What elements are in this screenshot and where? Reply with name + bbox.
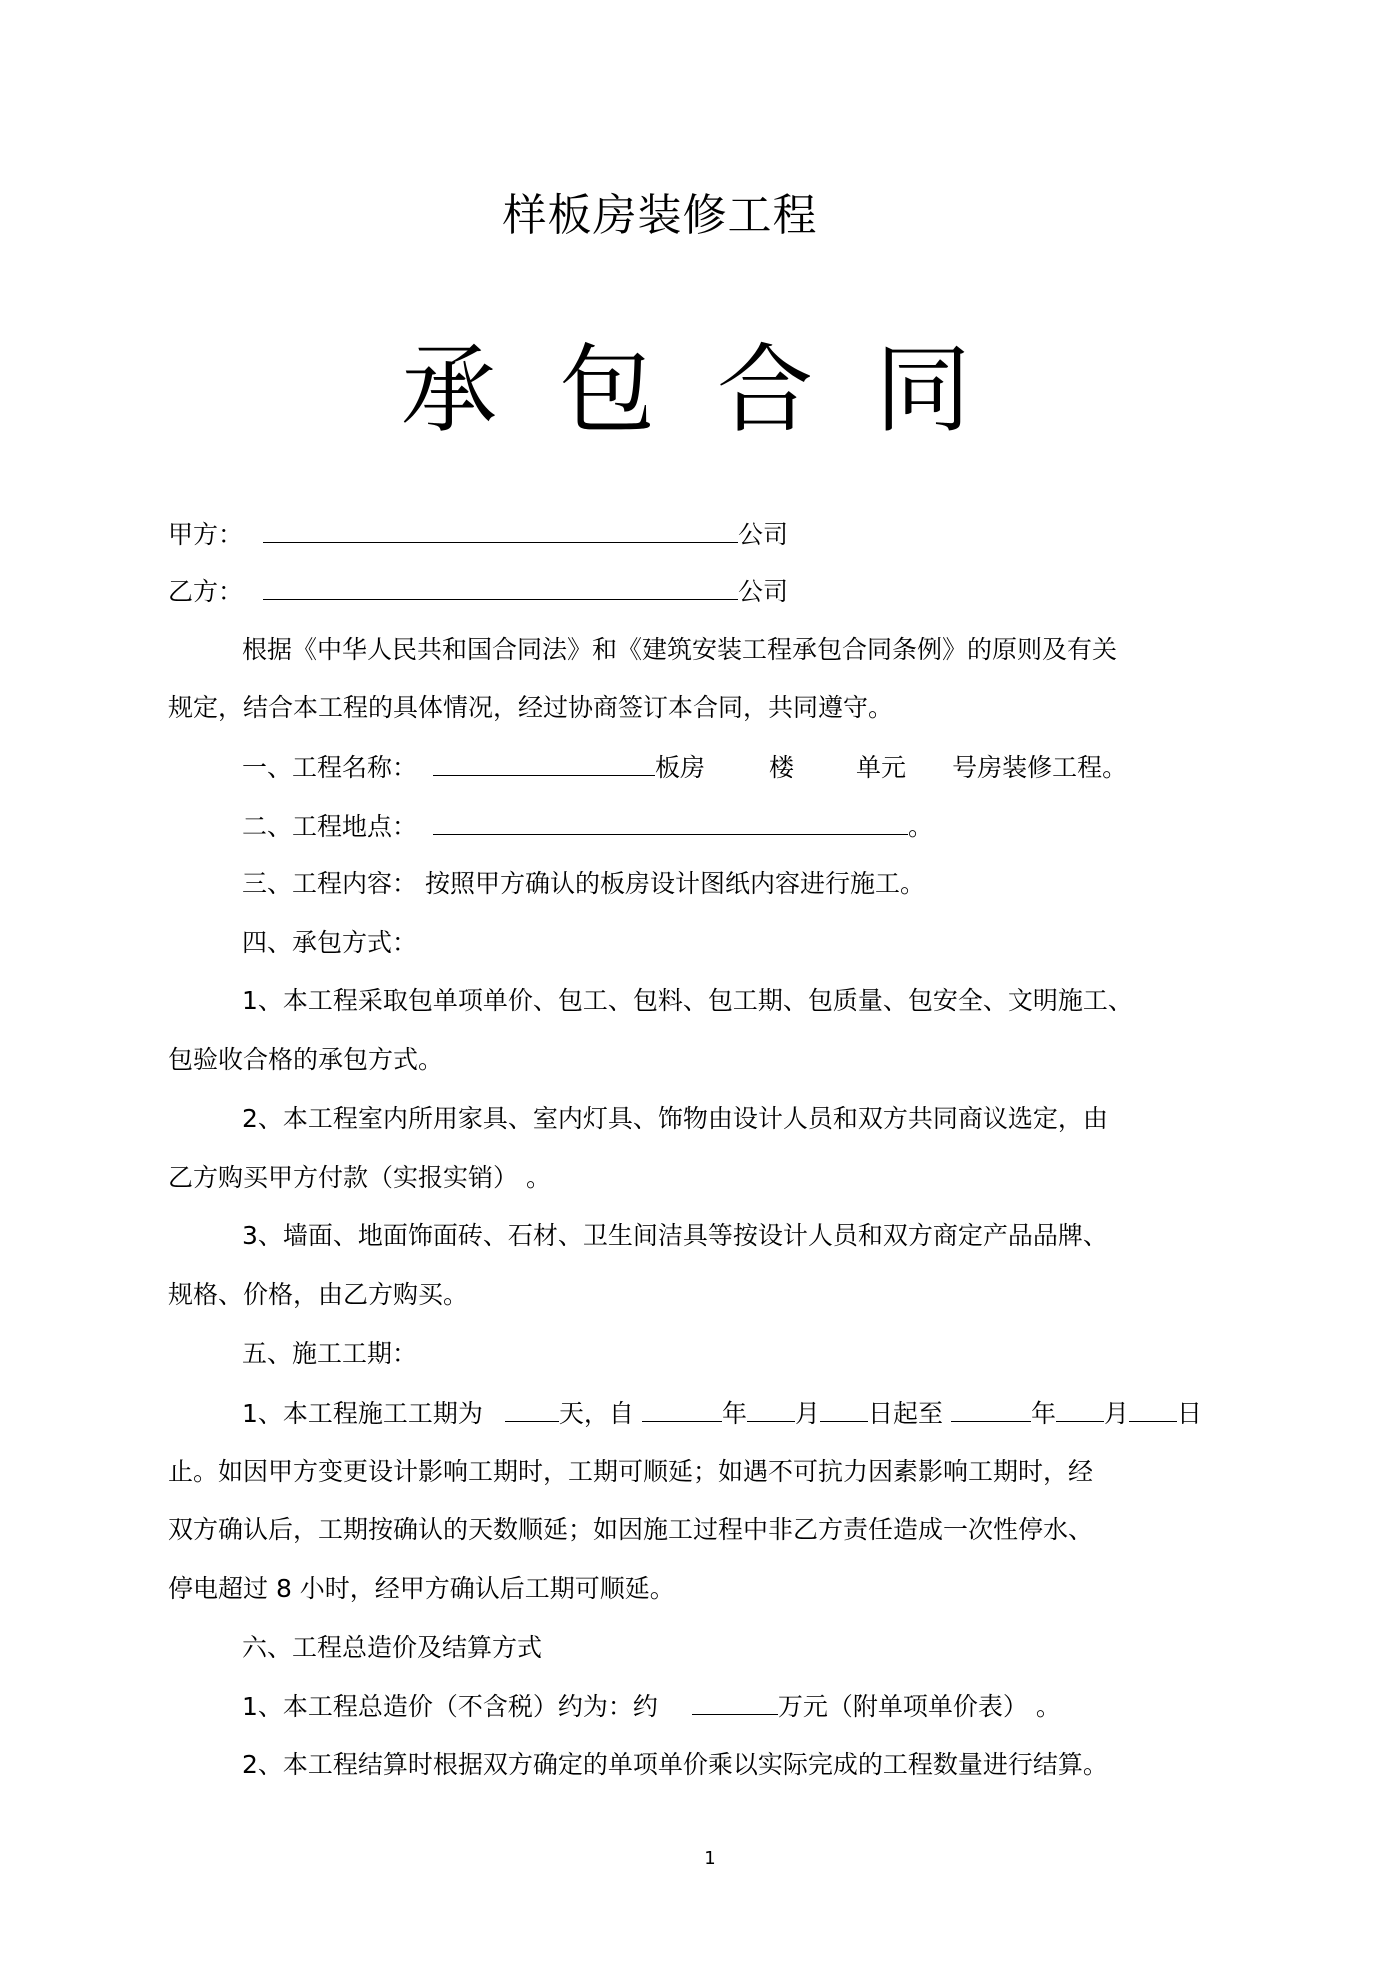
- end-day-label: 日: [1177, 1399, 1203, 1428]
- start-day-blank: [820, 1397, 868, 1422]
- section-4-item-2-line-1: 2、本工程室内所用家具、室内灯具、饰物由设计人员和双方共同商议选定，由: [242, 1104, 1108, 1133]
- section-4-item-3-line-1: 3、墙面、地面饰面砖、石材、卫生间洁具等按设计人员和双方商定产品品牌、: [242, 1221, 1108, 1250]
- section-5-item-1-line-4: 停电超过 8 小时，经甲方确认后工期可顺延。: [168, 1574, 675, 1603]
- section-3-line: 三、工程内容： 按照甲方确认的板房设计图纸内容进行施工。: [242, 869, 925, 898]
- intro-line-2: 规定，结合本工程的具体情况，经过协商签订本合同，共同遵守。: [168, 693, 894, 722]
- start-day-label: 日起至: [867, 1399, 943, 1428]
- party-b-suffix: 公司: [738, 577, 789, 606]
- section-6-item-2: 2、本工程结算时根据双方确定的单项单价乘以实际完成的工程数量进行结算。: [242, 1750, 1108, 1779]
- section-4-item-2-line-2: 乙方购买甲方付款（实报实销） 。: [168, 1163, 551, 1192]
- party-a-blank: [263, 518, 738, 543]
- section-6-heading: 六、工程总造价及结算方式: [242, 1633, 543, 1662]
- project-name-blank: [433, 751, 655, 776]
- section-6-item-1: [0, 1690, 1394, 1723]
- party-b-label: 乙方：: [168, 577, 244, 606]
- section-2-label: 二、工程地点：: [242, 812, 418, 841]
- section-5-heading: 五、施工工期：: [242, 1339, 418, 1368]
- section-5-item-1-line-1: [0, 1397, 1394, 1430]
- section-2-line: [0, 810, 1394, 843]
- section-1-part2: 楼: [769, 753, 795, 782]
- section-5-item-1-line-3: 双方确认后，工期按确认的天数顺延；如因施工过程中非乙方责任造成一次性停水、: [168, 1515, 1094, 1544]
- section-2-suffix: 。: [908, 812, 934, 841]
- party-a-label: 甲方：: [168, 520, 244, 549]
- total-price-blank: [692, 1690, 778, 1715]
- party-b-blank: [263, 575, 738, 600]
- project-location-blank: [433, 810, 908, 835]
- section-1-part4: 号房装修工程。: [952, 753, 1128, 782]
- start-month-blank: [747, 1397, 795, 1422]
- section-4-item-1-line-2: 包验收合格的承包方式。: [168, 1045, 444, 1074]
- total-price-label: 1、本工程总造价（不含税）约为：约: [242, 1692, 658, 1721]
- section-4-heading: 四、承包方式：: [242, 928, 418, 957]
- end-month-label: 月: [1104, 1399, 1130, 1428]
- section-1-label: 一、工程名称：: [242, 753, 418, 782]
- duration-days-blank: [505, 1397, 559, 1422]
- end-month-blank: [1056, 1397, 1104, 1422]
- section-1-line: [0, 751, 1394, 784]
- party-b-line: [0, 575, 1394, 608]
- end-year-label: 年: [1030, 1399, 1056, 1428]
- document-subtitle: 样板房装修工程: [502, 190, 818, 241]
- section-1-part1: 板房: [655, 753, 706, 782]
- document-title: 承包合同: [401, 334, 1033, 446]
- party-a-suffix: 公司: [738, 520, 789, 549]
- page-number: 1: [704, 1848, 716, 1869]
- start-month-label: 月: [794, 1399, 820, 1428]
- section-4-item-1-line-1: 1、本工程采取包单项单价、包工、包料、包工期、包质量、包安全、文明施工、: [242, 986, 1133, 1015]
- intro-line-1: 根据《中华人民共和国合同法》和《建筑安装工程承包合同条例》的原则及有关: [242, 635, 1118, 664]
- section-1-part3: 单元: [856, 753, 907, 782]
- section-4-item-3-line-2: 规格、价格，由乙方购买。: [168, 1280, 469, 1309]
- end-year-blank: [951, 1397, 1031, 1422]
- duration-label: 1、本工程施工工期为: [242, 1399, 483, 1428]
- total-price-unit: 万元（附单项单价表） 。: [777, 1692, 1061, 1721]
- party-a-line: [0, 518, 1394, 551]
- days-from-label: 天，自: [558, 1399, 634, 1428]
- start-year-blank: [642, 1397, 722, 1422]
- section-5-item-1-line-2: 止。如因甲方变更设计影响工期时，工期可顺延；如遇不可抗力因素影响工期时，经: [168, 1457, 1094, 1486]
- start-year-label: 年: [721, 1399, 747, 1428]
- end-day-blank: [1129, 1397, 1177, 1422]
